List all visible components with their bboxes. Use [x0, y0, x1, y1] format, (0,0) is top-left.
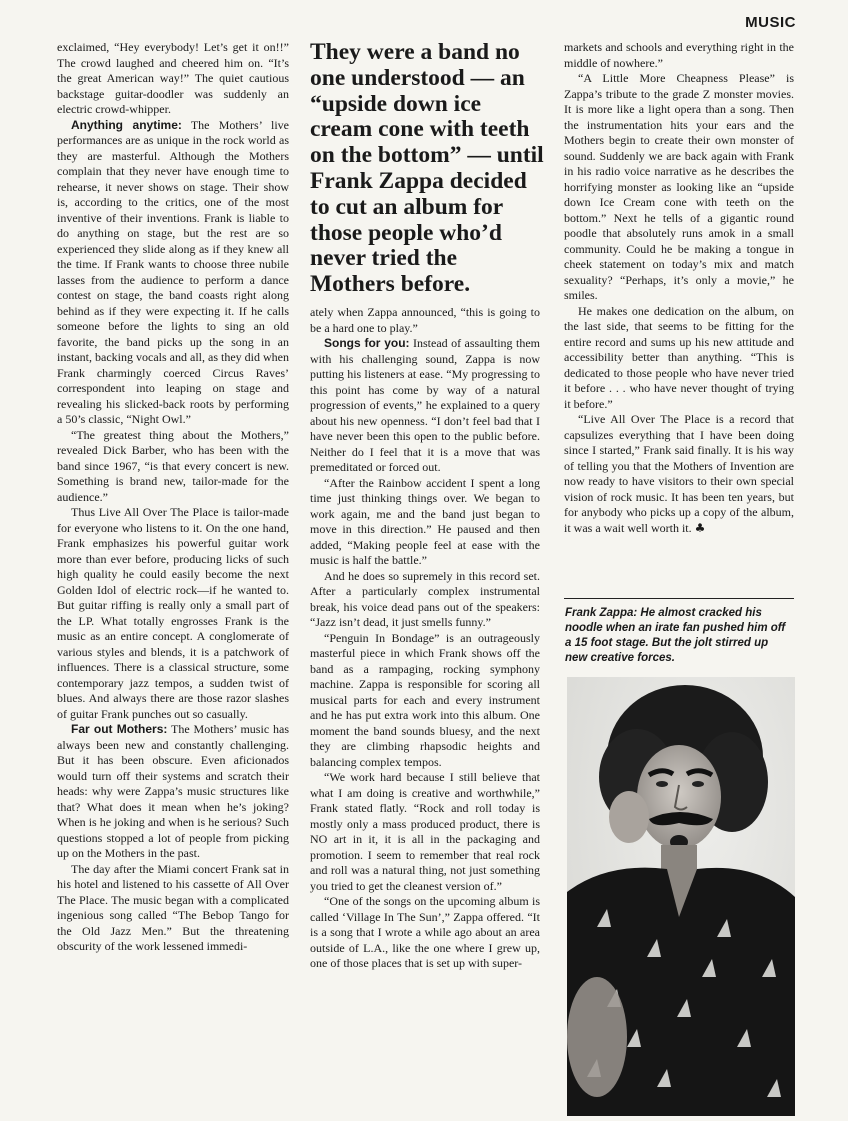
paragraph: The day after the Miami concert Frank sat in his hotel and listened to his cassette of All Over The Place. The music began with a complicated ingenious song called “The Bebop Tango for the Old Jazz Men.” But the threatening obscurity of the work lessened immedi-: [57, 861, 289, 953]
article-column-2: [310, 305, 540, 972]
paragraph: Thus Live All Over The Place is tailor-made for everyone who listens to it. On the one hand, Frank emphasizes his powerful guitar work more than ever before, producing licks of such high quality he could easily become the next Golden Idol of electric rock—if he wanted to. But guitar riffing is really only a small part of the LP. What totally engrosses Frank is the music as an entire concept. A conglomerate of various styles and blends, it is a patchwork of influences. There is a classical structure, some contemporary jazz tempos, a sudden twist of blues. And always there are those razor slashes of guitar Frank punches out so casually.: [57, 505, 289, 721]
paragraph-text: “Live All Over The Place is a record that capsulizes everything that I have been doing since I started,” Frank said finally. It is his way of telling you that the Mothers of Invention are now ready to have visitors to their own special vision of rock music. It has been ten years, but for anybody who picks up a copy of the album, it was a wait well worth it.: [564, 412, 794, 535]
paragraph: He makes one dedication on the album, on the last side, that seems to be fitting for the entire record and sums up his new attitude and accessibility better than anything. “This is dedicated to those people who have never tried it before . . . who have never thought of trying it before.”: [564, 303, 794, 411]
article-column-1: [57, 40, 289, 955]
paragraph-text: The Mothers’ live performances are as unique in the rock world as they are masterful. Although the Mothers complain that they never have enough time to rehearse, it never shows on stage. Their show is, according to the critics, one of the most inventive of their inventions. Frank is liable to do anything on stage, but the rest are so experienced they slide along as if they knew all the time. If Frank wants to choose three nubile lasses from the audience to perform a dance contest on stage, the band coasts right along behind as if they were expecting it. If he calls someone before the lights to sing an old favorite, the band picks up the song in an instant, backing vocals and all, as they did when Frank charmingly coerced Circus Raves’ correspondent into leaping on stage and revealing his slicked-back roots by performing a 50’s classic, “Night Owl.”: [57, 117, 289, 426]
paragraph: And he does so supremely in this record set. After a particularly complex instrumental break, his voice dead pans out of the speakers: “Jazz isn’t dead, it just smells funny.”: [310, 568, 540, 629]
subhead: Songs for you:: [324, 336, 410, 350]
paragraph: “One of the songs on the upcoming album is called ‘Village In The Sun’,” Zappa offered. “It is a song that I wrote a while ago about an area outside of L.A., like the one where I grew up, one of those places that is set up with super-: [310, 894, 540, 970]
paragraph: “We work hard because I still believe that what I am doing is creative and worthwhile,” Frank stated flatly. “Rock and roll today is mostly only a mass produced product, there is NO art in it, it is all in the packaging and promotion. I seem to remember that real rock and roll was a natural thing, not just something you tried to get the cleanest version of.”: [310, 770, 540, 893]
paragraph: “The greatest thing about the Mothers,” revealed Dick Barber, who has been with the band since 1967, “is that every concert is new. Something is brand new, tailor-made for the audience.”: [57, 427, 289, 504]
paragraph: [57, 722, 289, 862]
paragraph: “Penguin In Bondage” is an outrageously masterful piece in which Frank shows off the band as a rampaging, rocking symphony machine. Zappa is responsible for scoring all musical parts for each and every instrument and he has put extra work into this album. One moment the band sounds bluesy, and the next they are climbing rhapsodic heights and balancing complex tempos.: [310, 630, 540, 769]
paragraph: [564, 412, 794, 536]
paragraph: [310, 336, 540, 476]
paragraph-text: Instead of assaulting them with his challenging sound, Zappa is now putting his listeners at ease. “My progressing to this point has come by way of a natural progression of events,” he explained to a query about his new openness. “I don’t feel bad that I have never been this open to the public before. Neither do I feel that it is a move that was premeditated or forced out.: [310, 336, 540, 474]
paragraph-text: The Mothers’ music has always been new and constantly challenging. But it has been obscure. Even aficionados would turn off their systems and scratch their heads: why were Zappa’s music structures like that? What does it mean when he’s joking? When is he joking and when is he serious? Such questions stopped a lot of people from picking up on the Mothers in the past.: [57, 722, 289, 860]
subhead: Anything anytime:: [71, 117, 182, 132]
section-label: MUSIC: [745, 14, 796, 31]
paragraph: [57, 118, 289, 428]
paragraph: markets and schools and everything right in the middle of nowhere.”: [564, 40, 794, 70]
paragraph: ately when Zappa announced, “this is going to be a hard one to play.”: [310, 305, 540, 335]
paragraph: exclaimed, “Hey everybody! Let’s get it on!!” The crowd laughed and cheered him on. “It’s the great American way!” The quiet cautious backstage guitar-doodler was suddenly an electric crowd-whipper.: [57, 40, 289, 116]
article-column-3: [564, 40, 794, 536]
portrait-photo-icon: [567, 677, 795, 1116]
pull-quote: They were a band no one understood — an “upside down ice cream cone with teeth on the bottom” — until Frank Zappa decided to cut an album for those people who’d never tried the Mothers before.: [310, 39, 544, 298]
caption-rule: [564, 598, 794, 599]
paragraph: “A Little More Cheapness Please” is Zappa’s tribute to the grade Z monster movies. It is more like a light opera than a song. Then the instrumentation hits your ears and the Mothers begin to create their own monster of sound. Suddenly we are back again with Frank in his radio voice narrative as he describes the horrifying monster as looking like an “upside down Ice Cream cone with teeth on the bottom.” Next he tells of a gigantic round poodle that absolutely runs amok in a small community. Could he be making a tongue in cheek statement on today’s mix and match sexuality? “Perhaps, it’s only a movie,” he smiles.: [564, 71, 794, 302]
paragraph: “After the Rainbow accident I spent a long time just thinking things over. We began to work again, me and the band just began to move in this direction.” He paused and then added, “Making people feel at ease with the music is half the battle.”: [310, 475, 540, 567]
photo-caption: Frank Zappa: He almost cracked his noodle when an irate fan pushed him off a 15 foot stage. But the jolt stirred up new creative forces.: [565, 607, 786, 664]
subhead: Far out Mothers:: [71, 722, 168, 736]
club-endmark-icon: ♣: [694, 520, 706, 535]
